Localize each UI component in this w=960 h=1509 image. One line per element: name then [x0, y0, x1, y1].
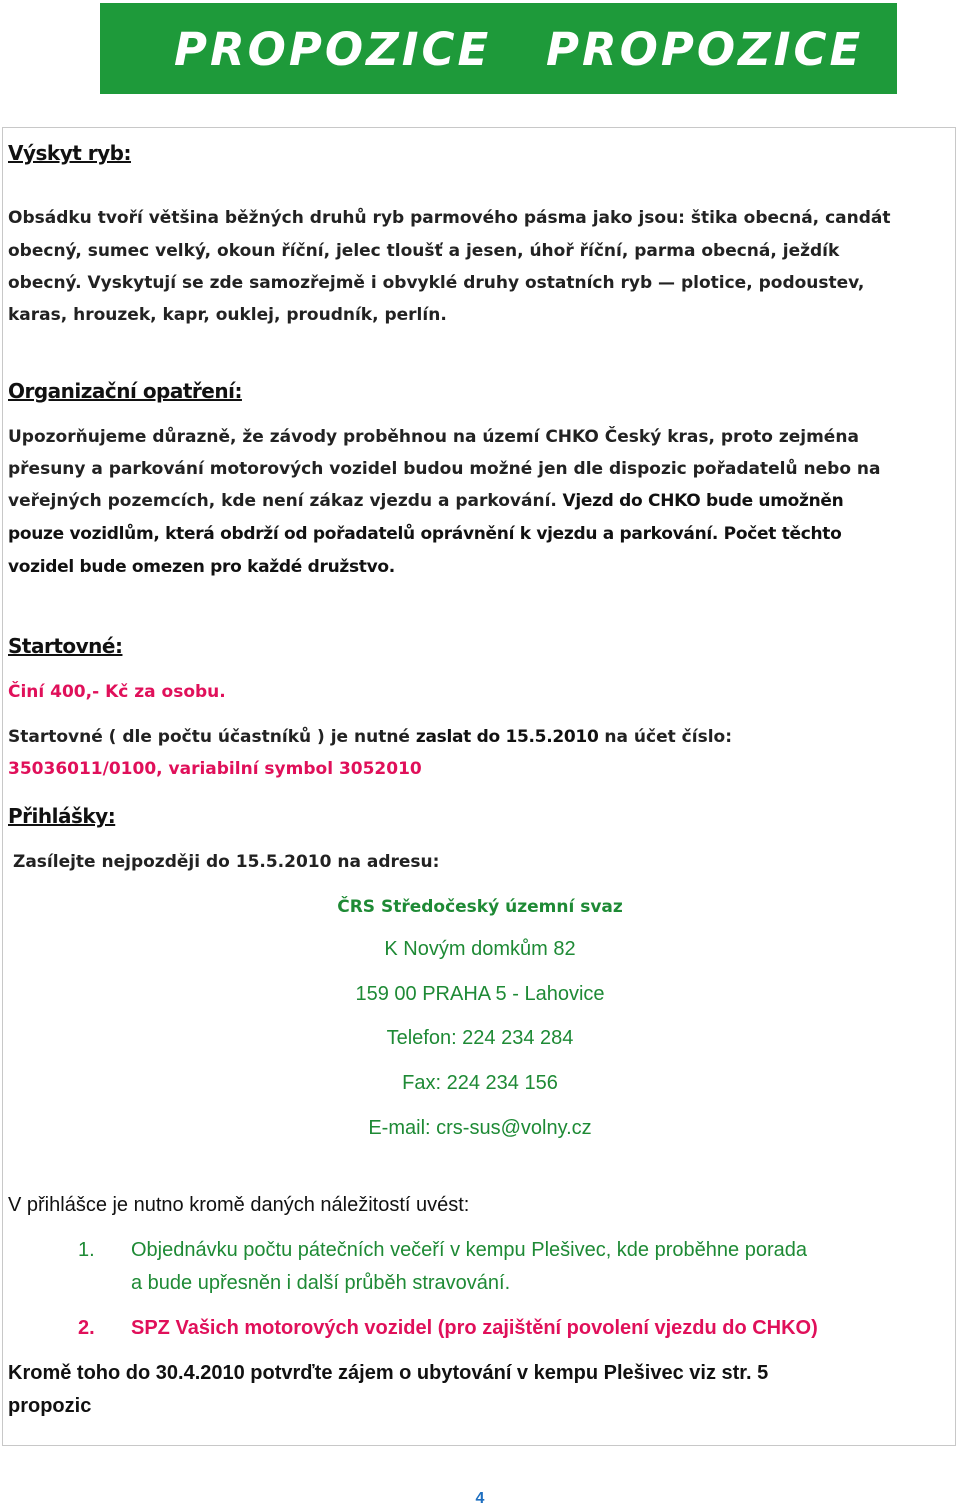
org-line-5: vozidel bude omezen pro každé družstvo.: [8, 557, 395, 577]
fee-instructions-end: na účet číslo:: [598, 727, 732, 747]
org-line-2: přesuny a parkování motorových vozidel budou možné jen dle dispozic pořadatelů nebo na: [8, 459, 881, 479]
org-line-3: [8, 491, 843, 511]
fee-amount: Činí 400,- Kč za osobu.: [8, 682, 226, 702]
banner-title-left: PROPOZICE: [174, 23, 492, 76]
address-city: 159 00 PRAHA 5 - Lahovice: [355, 983, 605, 1005]
org-line-3-normal: veřejných pozemcích, kde není zákaz vjezdu a parkování.: [8, 491, 557, 511]
address-street: K Novým domkům 82: [384, 938, 576, 960]
address-fax: Fax: 224 234 156: [402, 1072, 558, 1094]
fish-line-3: obecný. Vyskytují se zde samozřejmě i obvyklé druhy ostatních ryb — plotice, podoustev,: [8, 273, 865, 293]
list-item-2-text: SPZ Vašich motorových vozidel (pro zajištění povolení vjezdu do CHKO): [131, 1317, 818, 1339]
accommodation-line-2: propozic: [8, 1395, 92, 1417]
fee-account: 35036011/0100, variabilní symbol 3052010: [8, 759, 422, 779]
apply-note: V přihlášce je nutno kromě daných náležitostí uvést:: [8, 1194, 470, 1216]
address-org-name: ČRS Středočeský územní svaz: [337, 897, 623, 917]
fish-heading: Výskyt ryb:: [8, 141, 131, 165]
org-line-4: pouze vozidlům, která obdrží od pořadatelů oprávnění k vjezdu a parkování. Počet těchto: [8, 524, 842, 544]
fee-deadline: zaslat do 15.5.2010: [415, 727, 599, 747]
list-item-1-line-2: a bude upřesněn i další průběh stravování.: [131, 1272, 511, 1294]
list-item-1-line-1: Objednávku počtu pátečních večeří v kempu Plešivec, kde proběhne porada: [131, 1239, 807, 1261]
address-email: E-mail: crs-sus@volny.cz: [368, 1117, 592, 1139]
page-number: 4: [475, 1490, 485, 1507]
address-phone: Telefon: 224 234 284: [386, 1027, 574, 1049]
apply-send-info: Zasílejte nejpozději do 15.5.2010 na adresu:: [13, 852, 440, 872]
accommodation-line-1: Kromě toho do 30.4.2010 potvrďte zájem o ubytování v kempu Plešivec viz str. 5: [8, 1362, 769, 1384]
fee-heading: Startovné:: [8, 634, 123, 658]
org-line-1: Upozorňujeme důrazně, že závody proběhnou na území CHKO Český kras, proto zejména: [8, 427, 859, 447]
list-item-2-number: 2.: [78, 1317, 95, 1339]
fee-instructions-start: Startovné ( dle počtu účastníků ) je nutné: [8, 727, 416, 747]
fish-line-4: karas, hrouzek, kapr, ouklej, proudník, perlín.: [8, 305, 447, 325]
banner-title-right: PROPOZICE: [546, 23, 864, 76]
fish-line-1: Obsádku tvoří většina běžných druhů ryb parmového pásma jako jsou: štika obecná, candát: [8, 208, 891, 228]
org-line-3-bold: Vjezd do CHKO bude umožněn: [556, 491, 844, 511]
title-banner: [100, 3, 897, 94]
apply-heading: Přihlášky:: [8, 804, 116, 828]
list-item-1-number: 1.: [78, 1239, 95, 1261]
fee-instructions: [8, 727, 732, 747]
fish-line-2: obecný, sumec velký, okoun říční, jelec tloušť a jesen, úhoř říční, parma obecná, ježdík: [8, 241, 840, 261]
org-heading: Organizační opatření:: [8, 379, 242, 403]
